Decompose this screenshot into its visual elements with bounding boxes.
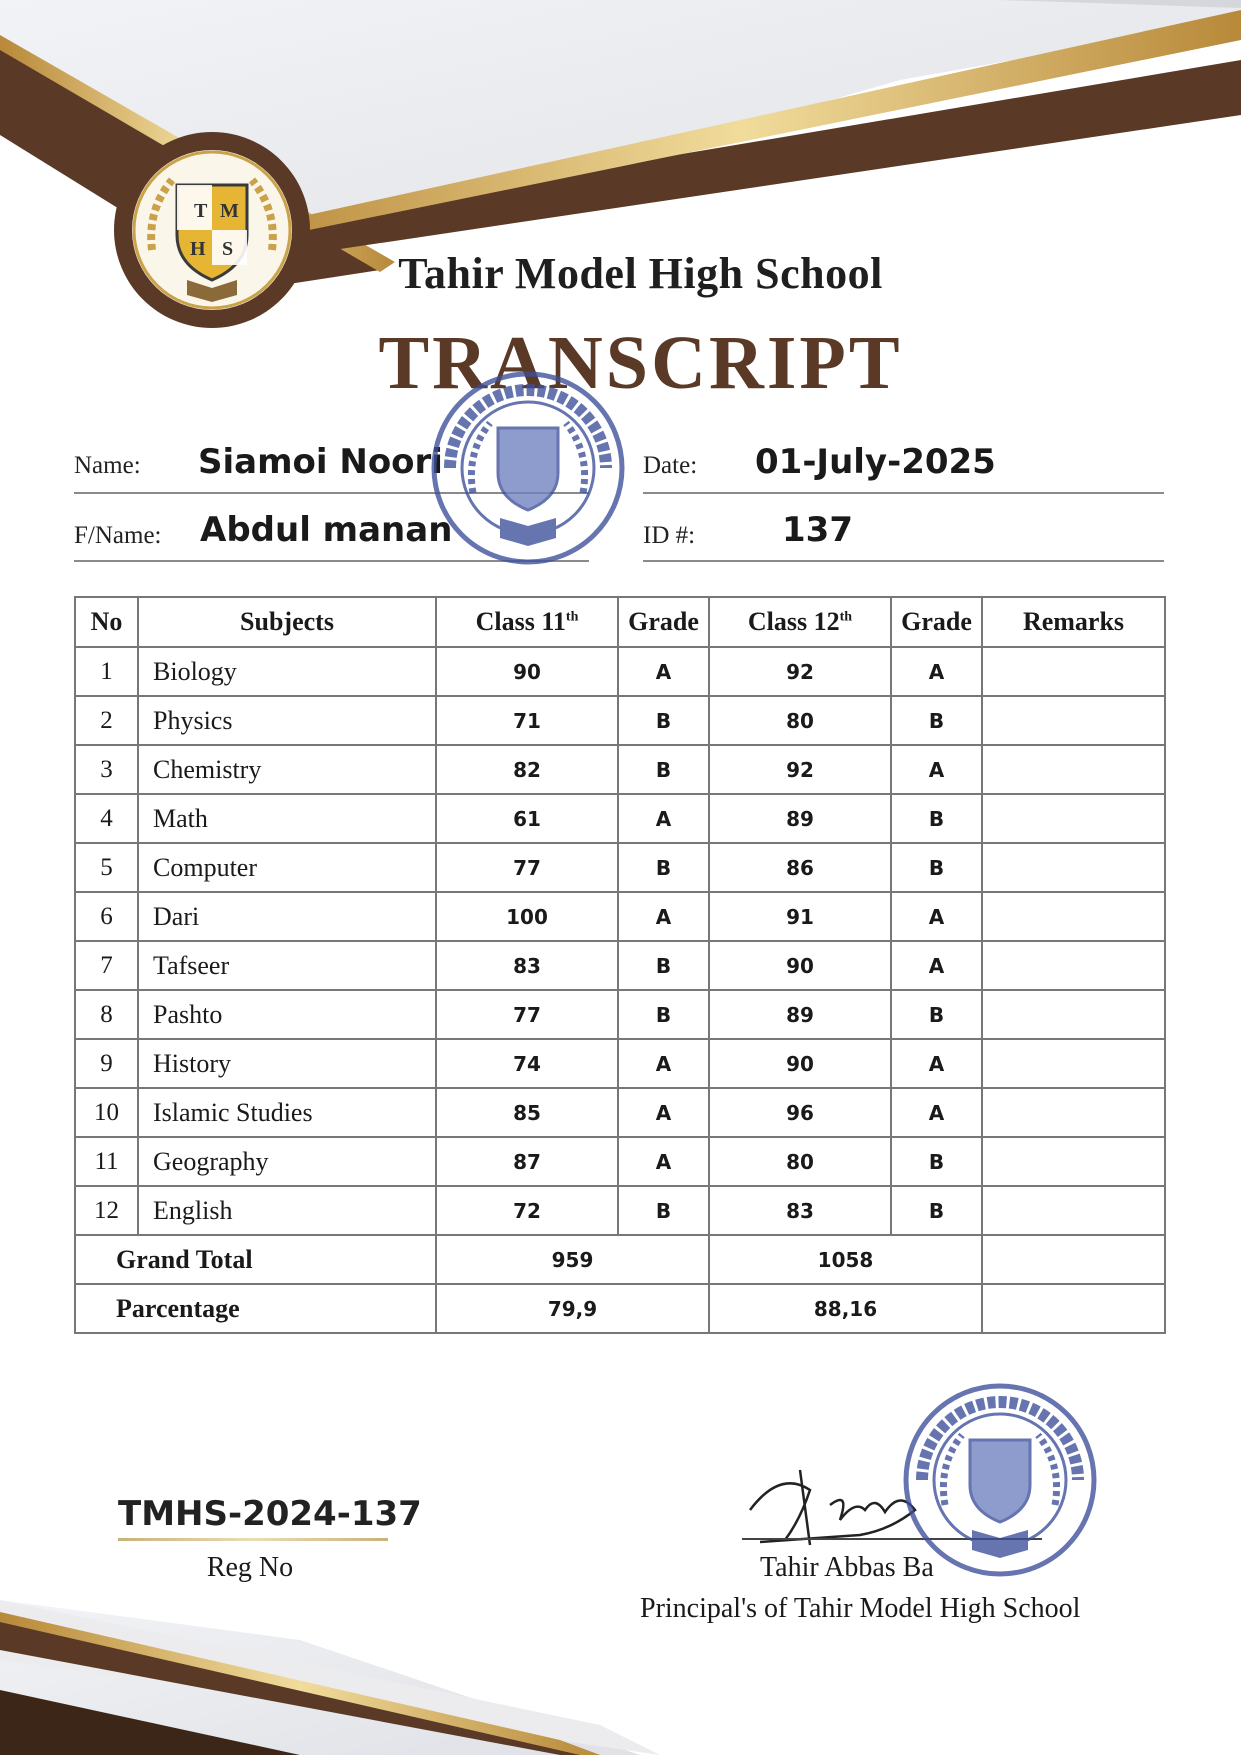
class-11-marks: 74 [436, 1039, 618, 1088]
row-number: 2 [75, 696, 138, 745]
class-11-marks: 77 [436, 990, 618, 1039]
subject-name: English [138, 1186, 436, 1235]
class-11-marks: 100 [436, 892, 618, 941]
header-class-12: Class 12th [709, 597, 891, 647]
subject-name: Pashto [138, 990, 436, 1039]
class-11-grade: A [618, 1137, 709, 1186]
header-subjects: Subjects [138, 597, 436, 647]
class-11-marks: 87 [436, 1137, 618, 1186]
class-11-grade: B [618, 745, 709, 794]
school-name: Tahir Model High School [398, 249, 883, 298]
class-11-grade: A [618, 794, 709, 843]
class-12-grade: B [891, 794, 982, 843]
row-number: 10 [75, 1088, 138, 1137]
class-11-grade: B [618, 941, 709, 990]
class-12-marks: 89 [709, 990, 891, 1039]
class-12-marks: 92 [709, 647, 891, 696]
row-number: 4 [75, 794, 138, 843]
table-row [75, 794, 1165, 843]
subject-name: Math [138, 794, 436, 843]
class-11-marks: 71 [436, 696, 618, 745]
subject-name: Physics [138, 696, 436, 745]
table-row [75, 941, 1165, 990]
remarks-cell [982, 843, 1165, 892]
svg-text:T: T [194, 200, 208, 222]
row-number: 11 [75, 1137, 138, 1186]
class-12-grade: B [891, 1137, 982, 1186]
class-11-grade: A [618, 1039, 709, 1088]
remarks-cell [982, 892, 1165, 941]
class-12-marks: 91 [709, 892, 891, 941]
school-stamp-center [428, 368, 628, 568]
class-11-grade: B [618, 990, 709, 1039]
class-11-marks: 77 [436, 843, 618, 892]
class-12-grade: A [891, 892, 982, 941]
grand-total-remarks [982, 1235, 1165, 1284]
remarks-cell [982, 647, 1165, 696]
class-12-grade: B [891, 990, 982, 1039]
id-label: ID #: [643, 522, 696, 549]
class-12-grade: A [891, 745, 982, 794]
remarks-cell [982, 745, 1165, 794]
class-11-grade: B [618, 843, 709, 892]
remarks-cell [982, 1137, 1165, 1186]
row-number: 9 [75, 1039, 138, 1088]
percentage-row [75, 1284, 1165, 1333]
header-remarks: Remarks [982, 597, 1165, 647]
grand-total-row [75, 1235, 1165, 1284]
header-no: No [75, 597, 138, 647]
svg-text:M: M [220, 200, 239, 222]
subject-name: Computer [138, 843, 436, 892]
school-stamp-signature [900, 1380, 1100, 1580]
school-logo [112, 130, 312, 330]
subject-name: Biology [138, 647, 436, 696]
table-row [75, 843, 1165, 892]
class-11-grade: B [618, 696, 709, 745]
signatory-name: Tahir Abbas Ba [760, 1552, 934, 1583]
date-label: Date: [643, 452, 698, 479]
name-label: Name: [74, 452, 141, 479]
class-11-grade: A [618, 647, 709, 696]
grand-total-label: Grand Total [75, 1235, 436, 1284]
class-12-marks: 80 [709, 1137, 891, 1186]
class-11-grade: B [618, 1186, 709, 1235]
signatory-title: Principal's of Tahir Model High School [640, 1593, 1081, 1624]
class-11-marks: 90 [436, 647, 618, 696]
remarks-cell [982, 941, 1165, 990]
remarks-cell [982, 1088, 1165, 1137]
class-12-marks: 89 [709, 794, 891, 843]
class-12-grade: B [891, 843, 982, 892]
percentage-class-12: 88,16 [709, 1284, 982, 1333]
remarks-cell [982, 1039, 1165, 1088]
percentage-class-11: 79,9 [436, 1284, 709, 1333]
subject-name: Chemistry [138, 745, 436, 794]
class-12-grade: A [891, 1039, 982, 1088]
subject-name: Islamic Studies [138, 1088, 436, 1137]
class-12-marks: 90 [709, 941, 891, 990]
class-12-marks: 83 [709, 1186, 891, 1235]
class-12-grade: A [891, 941, 982, 990]
header-class-11: Class 11th [436, 597, 618, 647]
class-11-marks: 72 [436, 1186, 618, 1235]
table-header-row [75, 597, 1165, 647]
subject-name: Dari [138, 892, 436, 941]
row-number: 1 [75, 647, 138, 696]
class-12-grade: A [891, 647, 982, 696]
class-12-marks: 80 [709, 696, 891, 745]
table-row [75, 1088, 1165, 1137]
class-12-marks: 92 [709, 745, 891, 794]
class-12-marks: 96 [709, 1088, 891, 1137]
class-12-marks: 90 [709, 1039, 891, 1088]
table-row [75, 1137, 1165, 1186]
row-number: 5 [75, 843, 138, 892]
svg-text:S: S [222, 238, 234, 260]
percentage-label: Parcentage [75, 1284, 436, 1333]
table-row [75, 1186, 1165, 1235]
table-row [75, 990, 1165, 1039]
student-id: 137 [782, 510, 853, 550]
row-number: 7 [75, 941, 138, 990]
table-row [75, 745, 1165, 794]
class-12-grade: B [891, 1186, 982, 1235]
header-grade-11: Grade [618, 597, 709, 647]
registration-number: TMHS-2024-137 [118, 1494, 422, 1534]
class-11-grade: A [618, 892, 709, 941]
remarks-cell [982, 794, 1165, 843]
grand-total-class-11: 959 [436, 1235, 709, 1284]
class-12-marks: 86 [709, 843, 891, 892]
document-title: TRANSCRIPT [378, 321, 903, 405]
registration-label: Reg No [206, 1552, 294, 1583]
class-12-grade: B [891, 696, 982, 745]
table-row [75, 696, 1165, 745]
remarks-cell [982, 1186, 1165, 1235]
remarks-cell [982, 696, 1165, 745]
class-11-marks: 83 [436, 941, 618, 990]
class-12-grade: A [891, 1088, 982, 1137]
class-11-grade: A [618, 1088, 709, 1137]
row-number: 12 [75, 1186, 138, 1235]
student-name: Siamoi Noori [198, 442, 443, 482]
svg-text:H: H [190, 238, 206, 260]
class-11-marks: 61 [436, 794, 618, 843]
subject-name: History [138, 1039, 436, 1088]
row-number: 8 [75, 990, 138, 1039]
transcript-date: 01-July-2025 [755, 442, 996, 482]
percentage-remarks [982, 1284, 1165, 1333]
subject-name: Tafseer [138, 941, 436, 990]
grades-table [74, 596, 1166, 1334]
father-name: Abdul manan [200, 510, 453, 550]
subject-name: Geography [138, 1137, 436, 1186]
row-number: 6 [75, 892, 138, 941]
grand-total-class-12: 1058 [709, 1235, 982, 1284]
father-name-label: F/Name: [74, 522, 162, 549]
table-row [75, 1039, 1165, 1088]
class-11-marks: 85 [436, 1088, 618, 1137]
header-grade-12: Grade [891, 597, 982, 647]
remarks-cell [982, 990, 1165, 1039]
table-row [75, 892, 1165, 941]
class-11-marks: 82 [436, 745, 618, 794]
row-number: 3 [75, 745, 138, 794]
table-row [75, 647, 1165, 696]
